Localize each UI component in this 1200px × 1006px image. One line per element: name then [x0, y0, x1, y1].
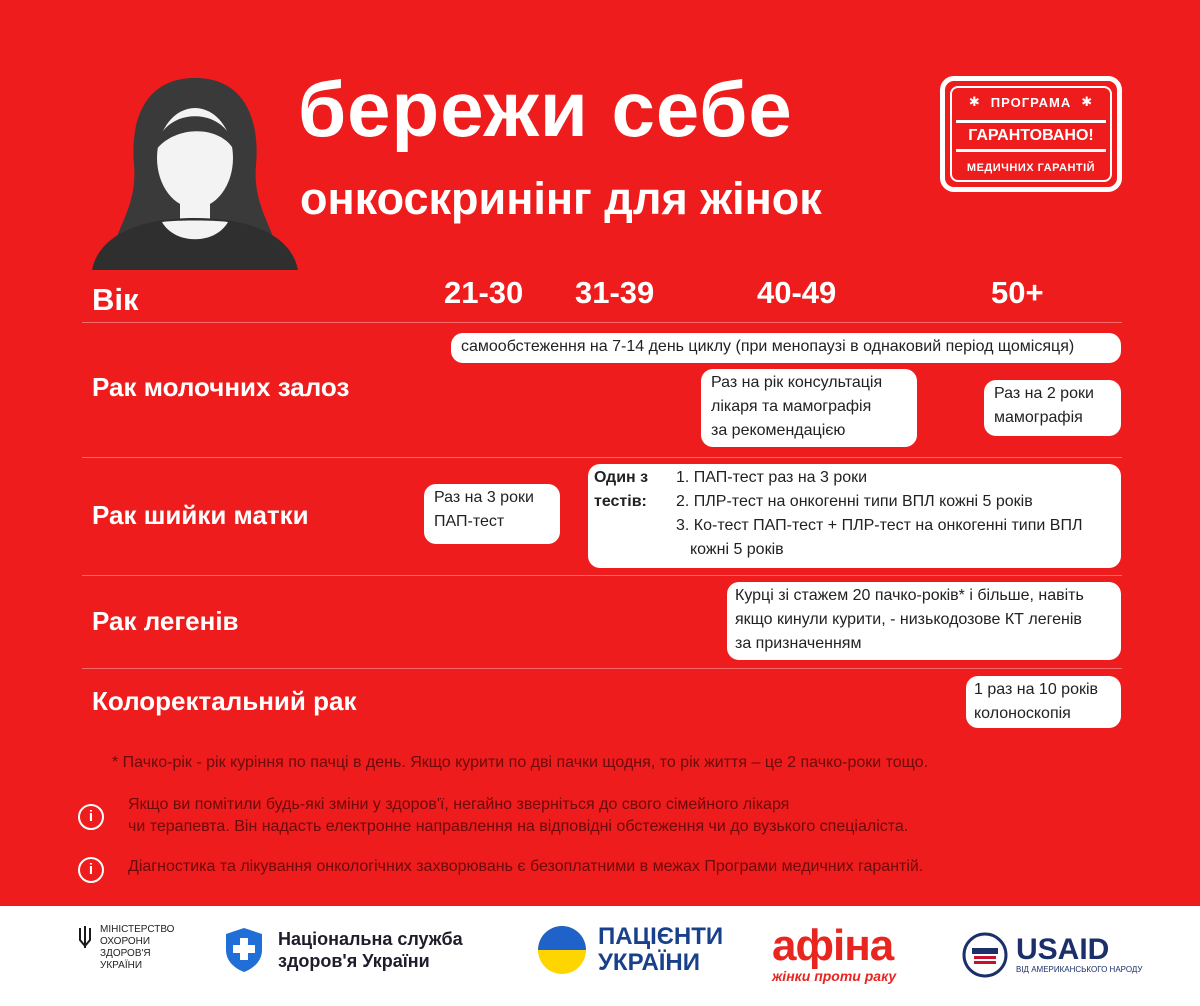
snowflake-icon: ✱	[1081, 94, 1094, 109]
stamp-middle-text: ГАРАНТОВАНО!	[956, 120, 1106, 152]
info-icon: i	[78, 804, 104, 830]
row-divider	[82, 668, 1122, 669]
age-column-50-plus: 50+	[991, 275, 1044, 310]
snowflake-icon: ✱	[968, 94, 981, 109]
row-label-colorectal: Колоректальний рак	[92, 686, 357, 716]
usaid-logo: USAID ВІД АМЕРИКАНСЬКОГО НАРОДУ	[962, 932, 1142, 978]
moz-logo: МІНІСТЕРСТВО ОХОРОНИ ЗДОРОВ'Я УКРАЇНИ	[78, 924, 174, 972]
row-label-lung: Рак легенів	[92, 606, 239, 636]
woman-avatar-icon	[90, 70, 300, 270]
breast-40-box: Раз на рік консультація лікаря та мамографія за рекомендацією	[701, 369, 917, 447]
flag-circle-icon	[536, 924, 588, 976]
info-icon: i	[78, 857, 104, 883]
lung-box: Курці зі стажем 20 пачко-років* і більше, навіть якщо кинули курити, - низькодозове КТ легенів за призначенням	[727, 582, 1121, 660]
self-exam-text: самообстеження на 7-14 день циклу (при менопаузі в однаковий період щомісяця)	[461, 338, 1075, 355]
age-label: Вік	[92, 282, 139, 317]
cervical-21-box: Раз на 3 роки ПАП-тест	[424, 484, 560, 544]
program-stamp	[940, 76, 1122, 192]
row-label-breast: Рак молочних залоз	[92, 372, 350, 402]
age-column-31-39: 31-39	[575, 275, 655, 310]
info-note-free: Діагностика та лікування онкологічних захворювань є безоплатними в межах Програми медичних гарантій.	[128, 858, 924, 875]
trident-icon	[78, 924, 92, 950]
self-exam-box	[451, 333, 1121, 363]
age-column-40-49: 40-49	[757, 275, 837, 310]
stamp-top-text: ПРОГРАМА	[990, 94, 1072, 110]
age-column-21-30: 21-30	[444, 275, 524, 310]
colorectal-box: 1 раз на 10 років колоноскопія	[966, 676, 1121, 728]
tests-list	[676, 466, 1082, 562]
cervical-tests-box: Один з тестів: 1. ПАП-тест раз на 3 роки 2. ПЛР-тест на онкогенні типи ВПЛ кожні 5 років 3. Ко-тест ПАП-тест + ПЛР-тест на онкогенні типи ВПЛ кожні 5 років	[588, 464, 1121, 568]
list-item: 3. Ко-тест ПАП-тест + ПЛР-тест на онкогенні типи ВПЛ	[676, 517, 1083, 534]
row-divider	[82, 575, 1122, 576]
page-subtitle: онкоскринінг для жінок	[300, 173, 822, 224]
list-item: 1. ПАП-тест раз на 3 роки	[676, 469, 868, 486]
stamp-bottom-text: МЕДИЧНИХ ГАРАНТІЙ	[966, 162, 1096, 174]
afina-logo: афіна жінки проти раку	[772, 921, 897, 984]
info-note-doctor: Якщо ви помітили будь-які зміни у здоров'ї, негайно зверніться до свого сімейного лікаря чи терапевта. Він надасть електронне направлення на відповідні обстеження чи до вузького спеціаліста.	[128, 796, 909, 835]
partner-logos-bar	[0, 906, 1200, 1006]
row-divider	[82, 322, 1122, 323]
shield-cross-icon	[222, 926, 266, 974]
page-title: бережи себе	[298, 65, 793, 153]
list-item: кожні 5 років	[690, 541, 784, 558]
usaid-seal-icon	[962, 932, 1008, 978]
row-label-cervical: Рак шийки матки	[92, 500, 309, 530]
patients-of-ukraine-logo: ПАЦІЄНТИ УКРАЇНИ	[536, 924, 723, 976]
pack-year-footnote: * Пачко-рік - рік куріння по пачці в день. Якщо курити по дві пачки щодня, то рік життя – це 2 пачко-роки тощо.	[112, 754, 929, 771]
breast-50-box: Раз на 2 роки мамографія	[984, 380, 1121, 436]
list-item: 2. ПЛР-тест на онкогенні типи ВПЛ кожні 5 років	[676, 493, 1033, 510]
nszu-logo: Національна служба здоров'я України	[222, 926, 463, 974]
row-divider	[82, 457, 1122, 458]
